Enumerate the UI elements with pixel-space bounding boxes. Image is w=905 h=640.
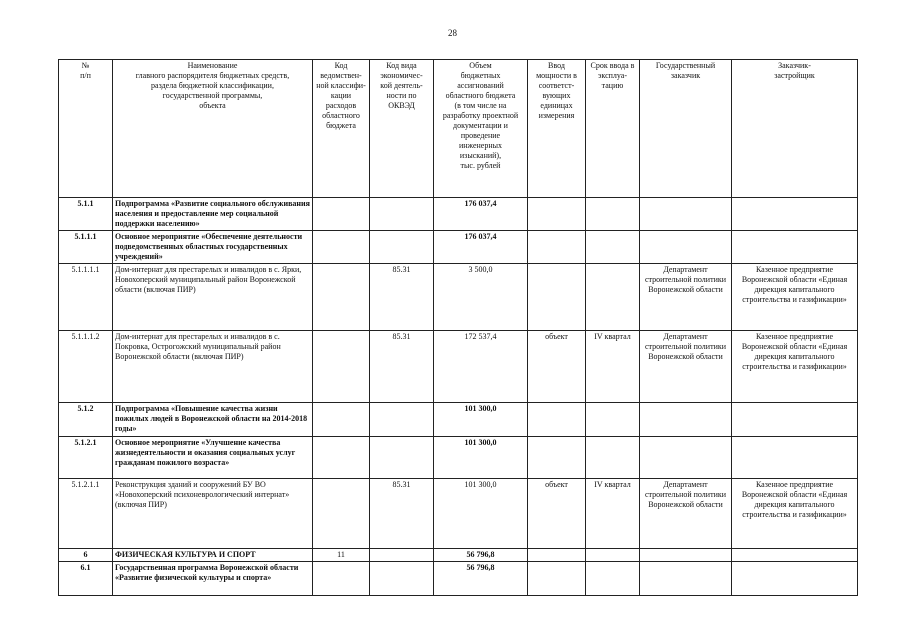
table-row xyxy=(59,549,858,562)
row-developer xyxy=(732,403,858,437)
row-num: 5.1.1 xyxy=(59,198,113,231)
row-code xyxy=(313,331,370,403)
row-okved xyxy=(370,549,434,562)
header-row xyxy=(59,60,858,198)
row-okved xyxy=(370,231,434,264)
row-developer: Казенное предприятие Воронежской области «Единая дирекция капитального строительства и газификации» xyxy=(732,331,858,403)
table-row xyxy=(59,437,858,479)
row-developer xyxy=(732,562,858,596)
row-volume: 176 037,4 xyxy=(434,198,528,231)
table-row xyxy=(59,264,858,331)
row-capacity xyxy=(528,264,586,331)
row-volume: 3 500,0 xyxy=(434,264,528,331)
row-volume: 101 300,0 xyxy=(434,403,528,437)
row-customer: Департамент строительной политики Воронежской области xyxy=(640,264,732,331)
header-num: № п/п xyxy=(59,60,113,198)
row-capacity xyxy=(528,549,586,562)
header-volume: Объем бюджетных ассигнований областного бюджета (в том числе на разработку проектной документации и проведение инженерных изысканий), тыс. рублей xyxy=(434,60,528,198)
row-capacity xyxy=(528,437,586,479)
row-term xyxy=(586,549,640,562)
row-customer xyxy=(640,231,732,264)
table-row xyxy=(59,231,858,264)
row-num: 5.1.1.1 xyxy=(59,231,113,264)
header-name: Наименование главного распорядителя бюджетных средств, раздела бюджетной классификации, государственной программы, объекта xyxy=(113,60,313,198)
row-developer: Казенное предприятие Воронежской области «Единая дирекция капитального строительства и газификации» xyxy=(732,264,858,331)
row-num: 5.1.1.1.1 xyxy=(59,264,113,331)
row-code xyxy=(313,437,370,479)
row-name: Подпрограмма «Развитие социального обслуживания населения и предоставление мер социальной поддержки населению» xyxy=(113,198,313,231)
row-name: Государственная программа Воронежской области «Развитие физической культуры и спорта» xyxy=(113,562,313,596)
table-row xyxy=(59,198,858,231)
row-capacity xyxy=(528,231,586,264)
row-num: 5.1.2.1 xyxy=(59,437,113,479)
table-row xyxy=(59,331,858,403)
row-okved: 85.31 xyxy=(370,479,434,549)
row-customer: Департамент строительной политики Воронежской области xyxy=(640,331,732,403)
header-term: Срок ввода в эксплуа- тацию xyxy=(586,60,640,198)
row-term xyxy=(586,198,640,231)
row-code xyxy=(313,231,370,264)
row-name: Дом-интернат для престарелых и инвалидов в с. Покровка, Острогожский муниципальный район Воронежской области (включая ПИР) xyxy=(113,331,313,403)
row-num: 5.1.2 xyxy=(59,403,113,437)
row-term xyxy=(586,231,640,264)
row-code xyxy=(313,562,370,596)
row-term xyxy=(586,437,640,479)
row-term xyxy=(586,562,640,596)
header-okved: Код вида экономичес- кой деятель- ности по ОКВЭД xyxy=(370,60,434,198)
investment-table xyxy=(58,59,858,596)
row-name: Подпрограмма «Повышение качества жизни пожилых людей в Воронежской области на 2014-2018 годы» xyxy=(113,403,313,437)
row-okved: 85.31 xyxy=(370,331,434,403)
row-capacity xyxy=(528,403,586,437)
row-developer xyxy=(732,437,858,479)
row-volume: 56 796,8 xyxy=(434,562,528,596)
row-okved: 85.31 xyxy=(370,264,434,331)
table-row xyxy=(59,562,858,596)
row-term: IV квартал xyxy=(586,331,640,403)
row-developer xyxy=(732,198,858,231)
row-developer xyxy=(732,549,858,562)
row-code xyxy=(313,264,370,331)
row-customer xyxy=(640,562,732,596)
row-volume: 101 300,0 xyxy=(434,437,528,479)
row-capacity xyxy=(528,198,586,231)
row-okved xyxy=(370,437,434,479)
row-capacity: объект xyxy=(528,479,586,549)
header-capacity: Ввод мощности в соответст- вующих единицах измерения xyxy=(528,60,586,198)
row-customer xyxy=(640,437,732,479)
row-term: IV квартал xyxy=(586,479,640,549)
row-term xyxy=(586,264,640,331)
row-name: ФИЗИЧЕСКАЯ КУЛЬТУРА И СПОРТ xyxy=(113,549,313,562)
row-volume: 56 796,8 xyxy=(434,549,528,562)
row-num: 5.1.2.1.1 xyxy=(59,479,113,549)
row-okved xyxy=(370,562,434,596)
row-code: 11 xyxy=(313,549,370,562)
row-name: Основное мероприятие «Улучшение качества жизнедеятельности и оказания социальных услуг гражданам пожилого возраста» xyxy=(113,437,313,479)
row-customer xyxy=(640,198,732,231)
row-customer: Департамент строительной политики Воронежской области xyxy=(640,479,732,549)
row-code xyxy=(313,198,370,231)
row-volume: 172 537,4 xyxy=(434,331,528,403)
row-developer xyxy=(732,231,858,264)
table-row xyxy=(59,403,858,437)
row-developer: Казенное предприятие Воронежской области «Единая дирекция капитального строительства и газификации» xyxy=(732,479,858,549)
row-customer xyxy=(640,403,732,437)
row-capacity: объект xyxy=(528,331,586,403)
row-code xyxy=(313,403,370,437)
row-code xyxy=(313,479,370,549)
table-row xyxy=(59,479,858,549)
row-num: 5.1.1.1.2 xyxy=(59,331,113,403)
row-volume: 176 037,4 xyxy=(434,231,528,264)
row-name: Реконструкция зданий и сооружений БУ ВО «Новохоперский психоневрологический интернат» (включая ПИР) xyxy=(113,479,313,549)
header-customer: Государственный заказчик xyxy=(640,60,732,198)
row-num: 6 xyxy=(59,549,113,562)
row-num: 6.1 xyxy=(59,562,113,596)
row-okved xyxy=(370,198,434,231)
row-volume: 101 300,0 xyxy=(434,479,528,549)
row-term xyxy=(586,403,640,437)
page-number: 28 xyxy=(448,28,457,38)
row-okved xyxy=(370,403,434,437)
row-name: Основное мероприятие «Обеспечение деятельности подведомственных областных государственных учреждений» xyxy=(113,231,313,264)
header-code: Код ведомствен- ной классифи- кации расходов областного бюджета xyxy=(313,60,370,198)
row-capacity xyxy=(528,562,586,596)
row-customer xyxy=(640,549,732,562)
row-name: Дом-интернат для престарелых и инвалидов в с. Ярки, Новохоперский муниципальный район Воронежской области (включая ПИР) xyxy=(113,264,313,331)
header-developer: Заказчик- застройщик xyxy=(732,60,858,198)
